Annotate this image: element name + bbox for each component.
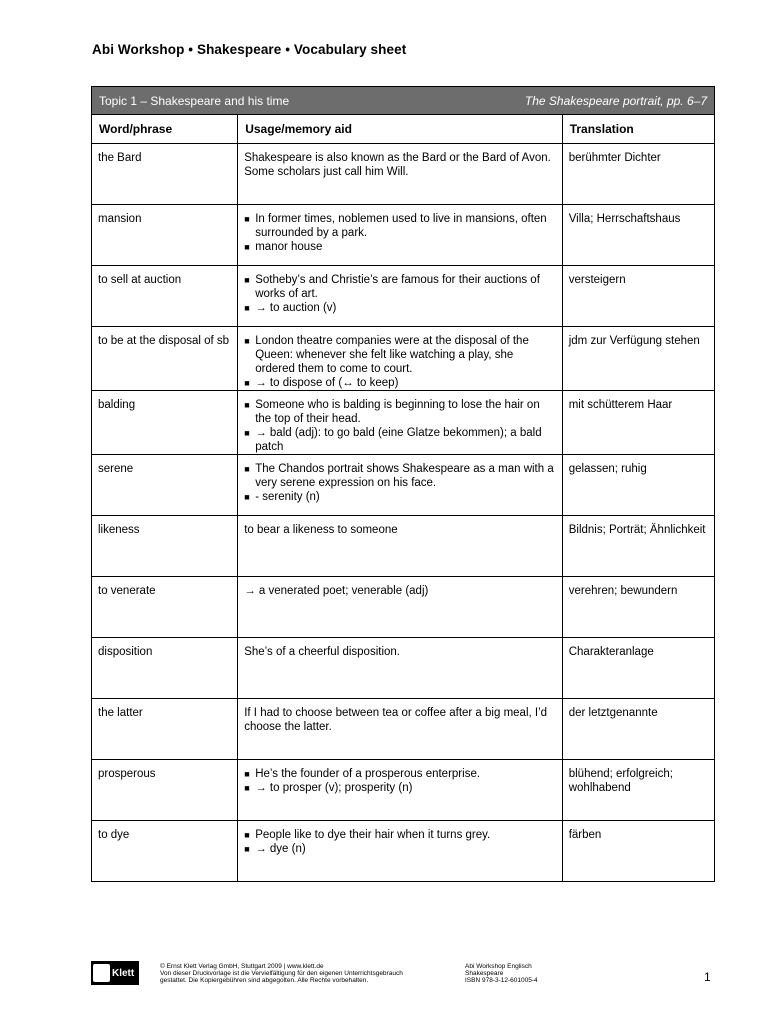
bullet-icon: ■ xyxy=(244,378,250,388)
word-cell: to sell at auction xyxy=(92,266,238,327)
usage-cell xyxy=(238,455,563,516)
logo-figures-icon xyxy=(93,964,110,982)
usage-text: → to auction (v) xyxy=(255,302,337,314)
usage-text: He’s the founder of a prosperous enterprise. xyxy=(255,768,481,780)
topic-reference: The Shakespeare portrait, pp. 6–7 xyxy=(524,93,707,108)
translation-cell: versteigern xyxy=(562,266,714,327)
usage-bullet xyxy=(244,334,556,376)
bullet-icon: ■ xyxy=(244,844,250,854)
bullet-icon: ■ xyxy=(244,830,250,840)
bullet-icon: ■ xyxy=(244,214,250,224)
usage-text: If I had to choose between tea or coffee after a big meal, I’d choose the latter. xyxy=(244,707,548,733)
usage-text: Sotheby’s and Christie’s are famous for their auctions of works of art. xyxy=(255,274,540,300)
usage-text: People like to dye their hair when it turns grey. xyxy=(255,829,491,841)
column-header-usage: Usage/memory aid xyxy=(238,115,563,144)
usage-bullet xyxy=(244,842,556,856)
usage-cell xyxy=(238,391,563,455)
bullet-icon: ■ xyxy=(244,242,250,252)
table-row xyxy=(92,577,715,638)
copyright-notice xyxy=(160,963,403,985)
usage-bullet xyxy=(244,273,556,301)
table-row xyxy=(92,516,715,577)
translation-cell: jdm zur Verfügung stehen xyxy=(562,327,714,391)
usage-text: Shakespeare is also known as the Bard or the Bard of Avon. Some scholars just call him Will. xyxy=(244,152,551,178)
bullet-icon: ■ xyxy=(244,769,250,779)
usage-text: → bald (adj): to go bald (eine Glatze bekommen); a bald patch xyxy=(255,427,542,453)
copyright-line: gestattet. Die Kopiergebühren sind abgegolten. Alle Rechte vorbehalten. xyxy=(160,977,369,985)
table-row xyxy=(92,266,715,327)
word-cell: serene xyxy=(92,455,238,516)
word-cell: likeness xyxy=(92,516,238,577)
usage-bullet xyxy=(244,301,556,315)
translation-cell: färben xyxy=(562,821,714,882)
table-row xyxy=(92,205,715,266)
table-row xyxy=(92,821,715,882)
topic-header-row xyxy=(92,87,715,115)
word-cell: prosperous xyxy=(92,760,238,821)
usage-bullet xyxy=(244,462,556,490)
copyright-line: Von dieser Druckvorlage ist die Vervielfältigung für den eigenen Unterrichtsgebrauch xyxy=(160,970,403,978)
column-header-translation: Translation xyxy=(562,115,714,144)
topic-title: Topic 1 – Shakespeare and his time xyxy=(99,93,290,108)
table-row xyxy=(92,327,715,391)
usage-cell xyxy=(238,699,563,760)
usage-text: → to dispose of (↔ to keep) xyxy=(255,377,399,389)
usage-bullet xyxy=(244,781,556,795)
word-cell: to dye xyxy=(92,821,238,882)
usage-bullet xyxy=(244,398,556,426)
word-cell: balding xyxy=(92,391,238,455)
word-cell: to be at the disposal of sb xyxy=(92,327,238,391)
logo-text: Klett xyxy=(112,967,135,979)
word-cell: disposition xyxy=(92,638,238,699)
translation-cell: Villa; Herrschaftshaus xyxy=(562,205,714,266)
translation-cell: der letztgenannte xyxy=(562,699,714,760)
usage-bullet xyxy=(244,490,556,504)
vocabulary-table xyxy=(91,86,715,882)
usage-text: → a venerated poet; venerable (adj) xyxy=(244,585,429,597)
usage-text: to bear a likeness to someone xyxy=(244,524,398,536)
usage-bullet xyxy=(244,426,556,454)
usage-text: She’s of a cheerful disposition. xyxy=(244,646,400,658)
table-row xyxy=(92,760,715,821)
table-row xyxy=(92,699,715,760)
usage-text: London theatre companies were at the disposal of the Queen: whenever she felt like watching a play, she ordered them to come to court. xyxy=(255,335,529,375)
usage-bullet xyxy=(244,767,556,781)
column-header-row xyxy=(92,115,715,144)
column-header-word: Word/phrase xyxy=(92,115,238,144)
translation-cell: Charakteranlage xyxy=(562,638,714,699)
copyright-line: © Ernst Klett Verlag GmbH, Stuttgart 2009 | www.klett.de xyxy=(160,963,324,970)
usage-text: Someone who is balding is beginning to lose the hair on the top of their head. xyxy=(255,399,540,425)
table-row xyxy=(92,391,715,455)
bullet-icon: ■ xyxy=(244,400,250,410)
usage-text: - serenity (n) xyxy=(255,491,320,503)
usage-bullet xyxy=(244,376,556,390)
usage-text: manor house xyxy=(255,241,323,253)
usage-cell xyxy=(238,760,563,821)
translation-cell: mit schütterem Haar xyxy=(562,391,714,455)
usage-cell xyxy=(238,144,563,205)
usage-text: → dye (n) xyxy=(255,843,306,855)
usage-text: The Chandos portrait shows Shakespeare as a man with a very serene expression on his face. xyxy=(255,463,554,489)
book-info-line: Abi Workshop Englisch xyxy=(465,963,532,970)
usage-bullet xyxy=(244,828,556,842)
bullet-icon: ■ xyxy=(244,275,250,285)
word-cell: to venerate xyxy=(92,577,238,638)
translation-cell: verehren; bewundern xyxy=(562,577,714,638)
usage-cell xyxy=(238,821,563,882)
translation-cell: berühmter Dichter xyxy=(562,144,714,205)
usage-text: In former times, noblemen used to live in mansions, often surrounded by a park. xyxy=(255,213,547,239)
bullet-icon: ■ xyxy=(244,783,250,793)
page-title: Abi Workshop • Shakespeare • Vocabulary sheet xyxy=(92,42,407,57)
bullet-icon: ■ xyxy=(244,336,250,346)
word-cell: mansion xyxy=(92,205,238,266)
usage-cell xyxy=(238,577,563,638)
usage-text: → to prosper (v); prosperity (n) xyxy=(255,782,413,794)
usage-cell xyxy=(238,266,563,327)
word-cell: the Bard xyxy=(92,144,238,205)
table-row xyxy=(92,638,715,699)
translation-cell: gelassen; ruhig xyxy=(562,455,714,516)
table-row xyxy=(92,455,715,516)
usage-cell xyxy=(238,327,563,391)
book-info xyxy=(465,963,538,985)
translation-cell: Bildnis; Porträt; Ähnlichkeit xyxy=(562,516,714,577)
usage-cell xyxy=(238,638,563,699)
bullet-icon: ■ xyxy=(244,428,250,438)
usage-cell xyxy=(238,205,563,266)
bullet-icon: ■ xyxy=(244,464,250,474)
klett-logo xyxy=(91,961,139,985)
bullet-icon: ■ xyxy=(244,492,250,502)
bullet-icon: ■ xyxy=(244,303,250,313)
usage-cell xyxy=(238,516,563,577)
table-row xyxy=(92,144,715,205)
book-info-line: ISBN 978-3-12-601005-4 xyxy=(465,977,538,985)
usage-bullet xyxy=(244,240,556,254)
book-info-line: Shakespeare xyxy=(465,970,504,978)
word-cell: the latter xyxy=(92,699,238,760)
translation-cell: blühend; erfolgreich; wohlhabend xyxy=(562,760,714,821)
page-number: 1 xyxy=(704,970,711,984)
usage-bullet xyxy=(244,212,556,240)
